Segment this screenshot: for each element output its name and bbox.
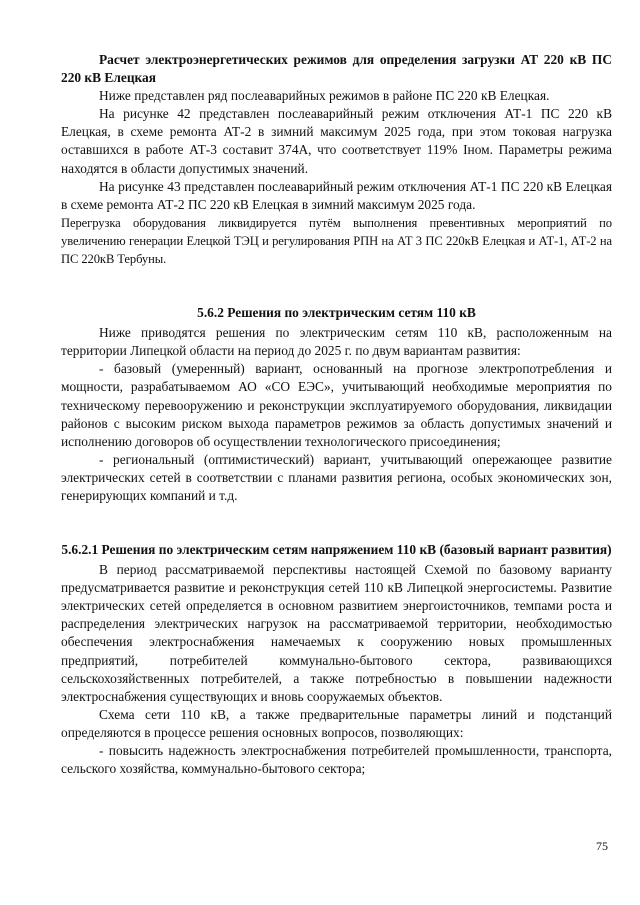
paragraph: В период рассматриваемой перспективы настоящей Схемой по базовому варианту предусматривается развитие и реконструкция сетей 110 кВ Липецкой энергосистемы. Развитие электрических сетей определяется в основном развитием энергоисточников, темпами роста и распределения электрических нагрузок на рассматриваемой территории, необходимостью обеспечения электроснабжения намечаемых к сооружению новых промышленных предприятий, потребителей коммунально-бытового сектора, развивающихся сельскохозяйственных потребителей, а также потребностью в повышении надежности электроснабжения существующих и вновь сооружаемых объектов. [61, 562, 612, 704]
page-number: 75 [596, 839, 608, 853]
document-page [61, 51, 612, 778]
paragraph: Перегрузка оборудования ликвидируется путём выполнения превентивных мероприятий по увеличению генерации Елецкой ТЭЦ и регулирования РПН на АТ 3 ПС 220кВ Елецкая и АТ-1, АТ-2 на ПС 220кВ Тербуны. [61, 215, 612, 267]
paragraph: Ниже приводятся решения по электрическим сетям 110 кВ, расположенным на территории Липецкой области на период до 2025 г. по двум вариантам развития: [61, 325, 612, 359]
list-item: - региональный (оптимистический) вариант, учитывающий опережающее развитие электрических сетей в соответствии с планами развития региона, особых экономических зон, генерирующих компаний и т.д. [61, 451, 612, 503]
list-item: - базовый (умеренный) вариант, основанный на прогнозе электропотребления и мощности, разрабатываемом АО «СО ЕЭС», учитывающий необходимые мероприятия по техническому перевооружению и реконструкции эксплуатируемого оборудования, ликвидации районов с высоким риском выхода параметров режимов за область допустимых значений и исполнению договоров об осуществлении технологического присоединения; [61, 361, 612, 449]
paragraph: На рисунке 42 представлен послеаварийный режим отключения АТ-1 ПС 220 кВ Елецкая, в схеме ремонта АТ-2 в зимний максимум 2025 года, при этом токовая нагрузка оставшихся в работе АТ-3 составит 374А, что соответствует 119% Iном. Параметры режима находятся в области допустимых значений. [61, 106, 612, 176]
section-heading-562: 5.6.2 Решения по электрическим сетям 110 кВ [197, 305, 476, 321]
list-item: - повысить надежность электроснабжения потребителей промышленности, транспорта, сельского хозяйства, коммунально-бытового сектора; [61, 743, 612, 777]
paragraph: Схема сети 110 кВ, а также предварительные параметры линий и подстанций определяются в процессе решения основных вопросов, позволяющих: [61, 706, 612, 740]
section-heading-load-calculation: Расчет электроэнергетических режимов для определения загрузки АТ 220 кВ ПС 220 кВ Елецкая [61, 52, 612, 86]
paragraph: На рисунке 43 представлен послеаварийный режим отключения АТ-1 ПС 220 кВ Елецкая в схеме ремонта АТ-2 ПС 220 кВ Елецкая в зимний максимум 2025 года. [61, 178, 612, 212]
paragraph: Ниже представлен ряд послеаварийных режимов в районе ПС 220 кВ Елецкая. [99, 88, 550, 104]
section-heading-5621: 5.6.2.1 Решения по электрическим сетям напряжением 110 кВ (базовый вариант развития) [61, 542, 612, 558]
